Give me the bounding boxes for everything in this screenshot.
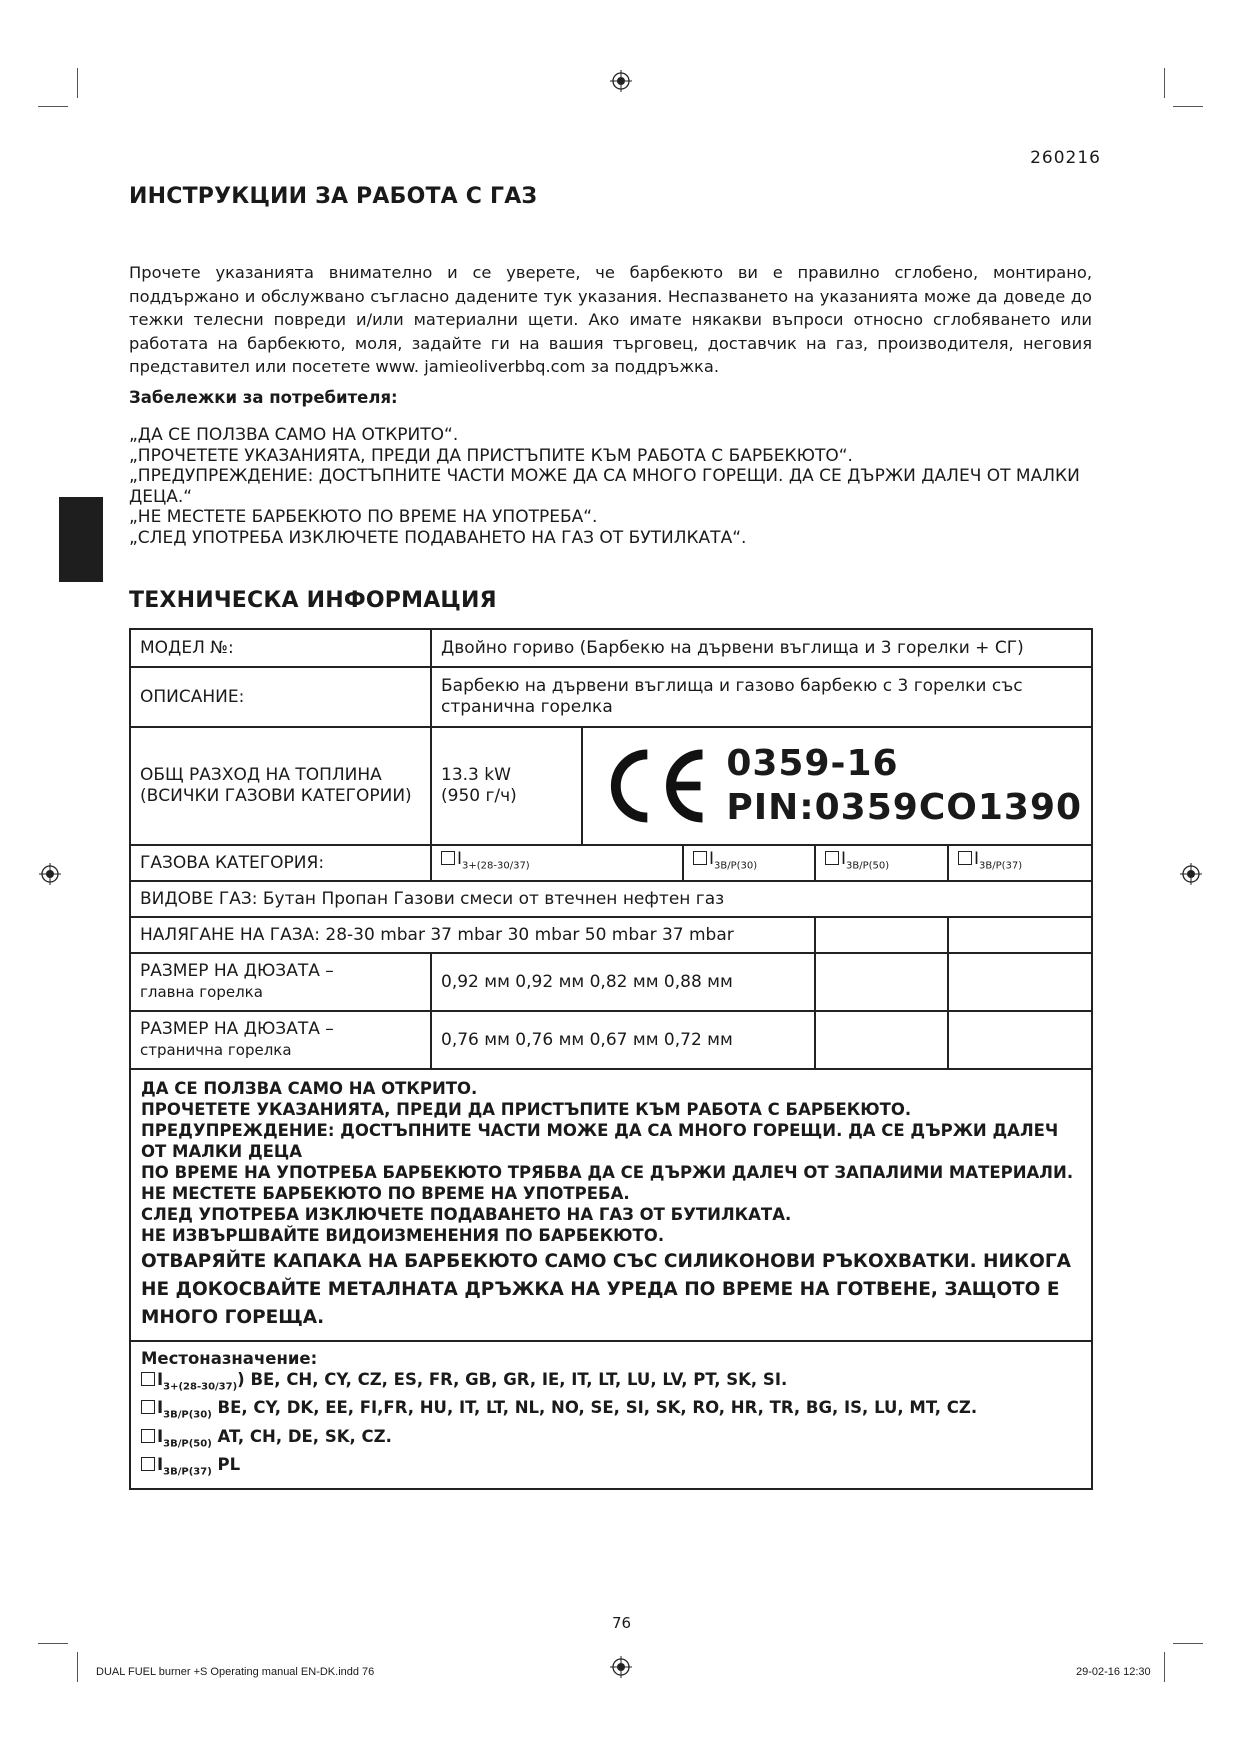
gas-category-1: $I_{3+(28-30/37)}$ xyxy=(431,845,683,881)
user-note: „СЛЕД УПОТРЕБА ИЗКЛЮЧЕТЕ ПОДАВАНЕТО НА ГАЗ ОТ БУТИЛКАТА“. xyxy=(129,527,747,548)
warning-line: ДА СЕ ПОЛЗВА САМО НА ОТКРИТО. xyxy=(141,1079,478,1098)
gas-category-label: ГАЗОВА КАТЕГОРИЯ: xyxy=(130,845,431,881)
pin-number: PIN:0359CO1390 xyxy=(726,787,1083,828)
checkbox-icon xyxy=(141,1400,155,1414)
model-label: МОДЕЛ №: xyxy=(130,629,431,667)
heat-input-value xyxy=(431,727,582,845)
checkbox-icon xyxy=(141,1372,155,1386)
warnings-block xyxy=(130,1069,1092,1341)
gas-category-2: $I_{3B/P(30)}$ xyxy=(683,845,815,881)
destination-block xyxy=(130,1341,1092,1489)
lid-handle-warning: ОТВАРЯЙТЕ КАПАКА НА БАРБЕКЮТО САМО СЪС СИЛИКОНОВИ РЪКОХВАТКИ. НИКОГА НЕ ДОКОСВАЙТЕ МЕТАЛНАТА ДРЪЖКА НА УРЕДА ПО ВРЕМЕ НА ГОТВЕНЕ, ЗАЩОТО Е МНОГО ГОРЕЩА. xyxy=(141,1251,1071,1328)
table-row xyxy=(130,1011,1092,1069)
description-label: ОПИСАНИЕ: xyxy=(130,667,431,727)
language-side-tab xyxy=(59,497,103,582)
checkbox-icon xyxy=(958,851,972,865)
table-row xyxy=(130,881,1092,917)
technical-info-heading: ТЕХНИЧЕСКА ИНФОРМАЦИЯ xyxy=(129,588,497,613)
registration-mark-icon xyxy=(610,1656,632,1678)
model-value: Двойно гориво (Барбекю на дървени въглища и 3 горелки + СГ) xyxy=(431,629,1092,667)
registration-mark-icon xyxy=(610,70,632,92)
footer-timestamp: 29-02-16 12:30 xyxy=(1076,1666,1151,1678)
gas-category-3: $I_{3B/P(50)}$ xyxy=(815,845,948,881)
warning-line: ПО ВРЕМЕ НА УПОТРЕБА БАРБЕКЮТО ТРЯБВА ДА СЕ ДЪРЖИ ДАЛЕЧ ОТ ЗАПАЛИМИ МАТЕРИАЛИ. xyxy=(141,1163,1074,1182)
destination-line: $I_{3B/P(37)}$ PL xyxy=(141,1454,1081,1482)
footer-file-info: DUAL FUEL burner +S Operating manual EN-DK.indd 76 xyxy=(96,1666,375,1678)
warning-line: НЕ МЕСТЕТЕ БАРБЕКЮТО ПО ВРЕМЕ НА УПОТРЕБА. xyxy=(141,1184,630,1203)
gas-category-4: $I_{3B/P(37)}$ xyxy=(948,845,1092,881)
warning-line: ПРЕДУПРЕЖДЕНИЕ: ДОСТЪПНИТЕ ЧАСТИ МОЖЕ ДА СА МНОГО ГОРЕЩИ. ДА СЕ ДЪРЖИ ДАЛЕЧ ОТ МАЛКИ ДЕЦА xyxy=(141,1121,1059,1161)
registration-mark-icon xyxy=(1180,863,1202,885)
heat-input-label xyxy=(130,727,431,845)
user-notes-heading: Забележки за потребителя: xyxy=(129,388,398,407)
table-row xyxy=(130,953,1092,1011)
warning-line: НЕ ИЗВЪРШВАЙТЕ ВИДОИЗМЕНЕНИЯ ПО БАРБЕКЮТО. xyxy=(141,1226,665,1245)
intro-paragraph: Прочете указанията внимателно и се уверете, че барбекюто ви е правилно сглобено, монтирано, поддържано и обслужвано съгласно дадените тук указания. Неспазването на указанията може да доведе до тежки телесни повреди и/или материални щети. Ако имате някакви въпроси относно сглобяването или работата на барбекюто, моля, задайте ги на вашия търговец, доставчик на газ, производителя, неговия представител или посетете www. jamieoliverbbq.com за поддръжка. xyxy=(129,263,1092,376)
crop-mark xyxy=(77,68,78,98)
crop-mark xyxy=(77,1652,78,1682)
ce-mark-icon xyxy=(604,746,712,826)
gas-instructions-heading: ИНСТРУКЦИИ ЗА РАБОТА С ГАЗ xyxy=(129,184,538,209)
page-number: 76 xyxy=(612,1614,632,1632)
checkbox-icon xyxy=(141,1429,155,1443)
gas-pressure: НАЛЯГАНЕ НА ГАЗА: 28-30 mbar 37 mbar 30 mbar 50 mbar 37 mbar xyxy=(130,917,815,953)
crop-mark xyxy=(38,106,68,107)
notified-body-number: 0359-16 xyxy=(726,743,899,784)
crop-mark xyxy=(1164,68,1165,98)
ce-marking-cell xyxy=(582,727,1092,845)
crop-mark xyxy=(38,1643,68,1644)
heat-input-label-line: (ВСИЧКИ ГАЗОВИ КАТЕГОРИИ) xyxy=(140,786,412,806)
user-note: „ДА СЕ ПОЛЗВА САМО НА ОТКРИТО“. xyxy=(129,425,459,445)
crop-mark xyxy=(1173,1643,1203,1644)
user-note: „ПРЕДУПРЕЖДЕНИЕ: ДОСТЪПНИТЕ ЧАСТИ МОЖЕ ДА СА МНОГО ГОРЕЩИ. ДА СЕ ДЪРЖИ ДАЛЕЧ ОТ МАЛКИ ДЕЦА.“ xyxy=(129,466,1080,507)
destination-line: $I_{3+(28-30/37)}$) BE, CH, CY, CZ, ES, FR, GB, GR, IE, IT, LT, LU, LV, PT, SK, SI. xyxy=(141,1369,1081,1397)
injector-main-value: 0,92 мм 0,92 мм 0,82 мм 0,88 мм xyxy=(431,953,815,1011)
table-row xyxy=(130,667,1092,727)
table-row xyxy=(130,629,1092,667)
document-code: 260216 xyxy=(1030,148,1101,168)
checkbox-icon xyxy=(693,851,707,865)
registration-mark-icon xyxy=(39,863,61,885)
injector-side-value: 0,76 мм 0,76 мм 0,67 мм 0,72 мм xyxy=(431,1011,815,1069)
user-note: „НЕ МЕСТЕТЕ БАРБЕКЮТО ПО ВРЕМЕ НА УПОТРЕБА“. xyxy=(129,507,598,527)
warning-line: СЛЕД УПОТРЕБА ИЗКЛЮЧЕТЕ ПОДАВАНЕТО НА ГАЗ ОТ БУТИЛКАТА. xyxy=(141,1205,792,1224)
table-row xyxy=(130,917,1092,953)
checkbox-icon xyxy=(441,851,455,865)
heat-input-kw: 13.3 kW xyxy=(441,765,511,785)
crop-mark xyxy=(1173,106,1203,107)
table-row xyxy=(130,1069,1092,1341)
heat-input-gh: (950 г/ч) xyxy=(441,786,517,806)
heat-input-label-line: ОБЩ РАЗХОД НА ТОПЛИНА xyxy=(140,765,382,785)
checkbox-icon xyxy=(825,851,839,865)
technical-info-table xyxy=(129,628,1093,1490)
table-row xyxy=(130,727,1092,845)
user-notes-list xyxy=(129,425,1099,548)
checkbox-icon xyxy=(141,1457,155,1471)
gas-types: ВИДОВЕ ГАЗ: Бутан Пропан Газови смеси от втечнен нефтен газ xyxy=(130,881,1092,917)
destination-heading: Местоназначение: xyxy=(141,1349,318,1368)
user-note: „ПРОЧЕТЕТЕ УКАЗАНИЯТА, ПРЕДИ ДА ПРИСТЪПИТЕ КЪМ РАБОТА С БАРБЕКЮТО“. xyxy=(129,445,853,466)
table-row xyxy=(130,845,1092,881)
warning-line: ПРОЧЕТЕТЕ УКАЗАНИЯТА, ПРЕДИ ДА ПРИСТЪПИТЕ КЪМ РАБОТА С БАРБЕКЮТО. xyxy=(141,1100,912,1119)
injector-side-label: РАЗМЕР НА ДЮЗАТА – странична горелка xyxy=(130,1011,431,1069)
injector-main-label: РАЗМЕР НА ДЮЗАТА – главна горелка xyxy=(130,953,431,1011)
destination-line: $I_{3B/P(50)}$ AT, CH, DE, SK, CZ. xyxy=(141,1426,1081,1454)
destination-line: $I_{3B/P(30)}$ BE, CY, DK, EE, FI,FR, HU, IT, LT, NL, NO, SE, SI, SK, RO, HR, TR, BG, IS, LU, MT, CZ. xyxy=(141,1397,1081,1425)
description-value: Барбекю на дървени въглища и газово барбекю с 3 горелки със странична горелка xyxy=(431,667,1092,727)
table-row xyxy=(130,1341,1092,1489)
crop-mark xyxy=(1164,1652,1165,1682)
